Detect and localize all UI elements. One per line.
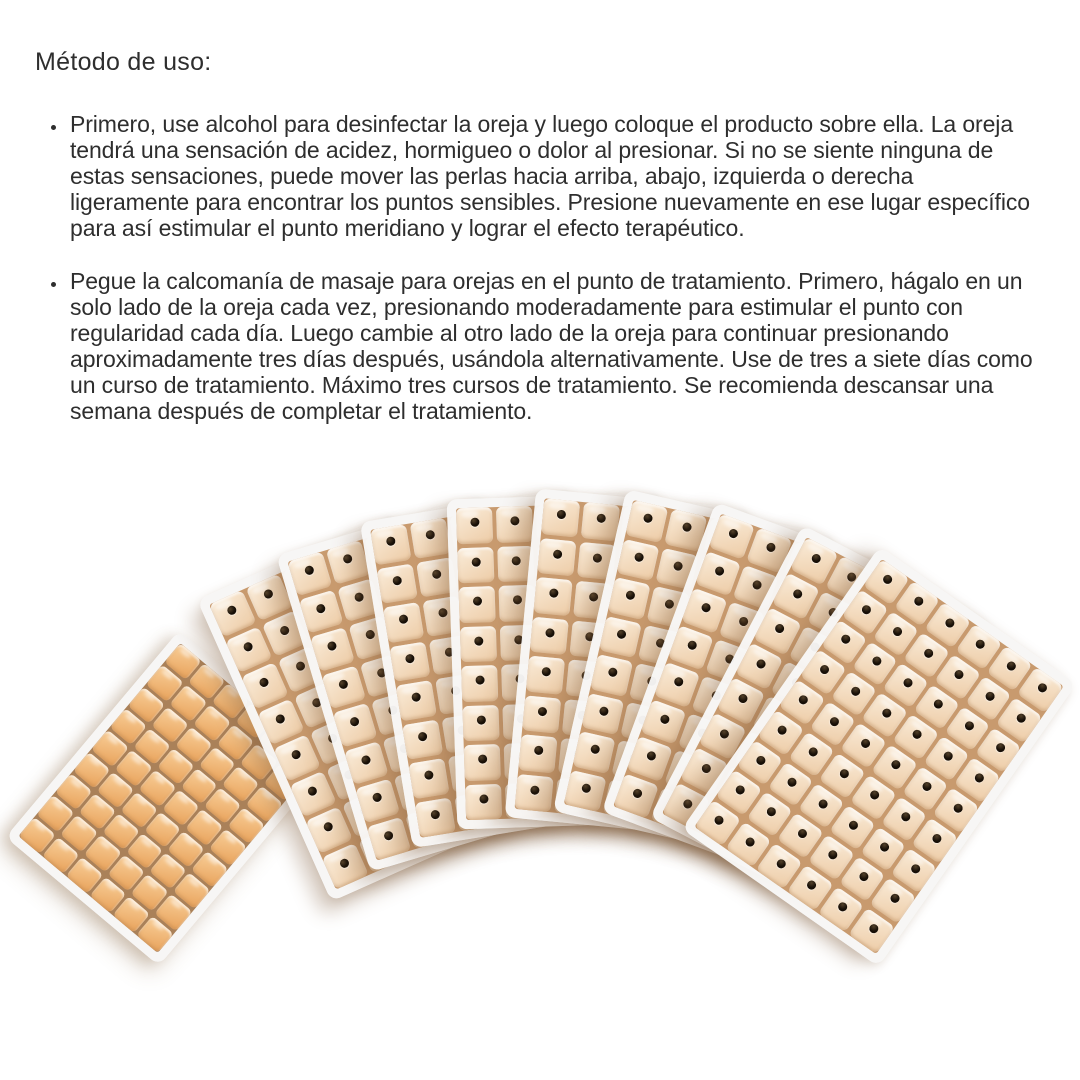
vaccaria-seed-dot: [596, 514, 606, 524]
patch-gloss-highlight: [219, 791, 232, 803]
vaccaria-seed-dot: [337, 679, 348, 690]
patch-gloss-highlight: [636, 504, 654, 515]
vaccaria-seed-dot: [533, 746, 543, 756]
patch-gloss-highlight: [574, 773, 592, 784]
vaccaria-seed-dot: [545, 628, 555, 638]
product-photo: [0, 460, 1080, 1080]
patch-gloss-highlight: [206, 854, 219, 866]
patch-gloss-highlight: [470, 787, 487, 795]
patch-gloss-highlight: [545, 541, 562, 550]
patch-gloss-highlight: [640, 740, 658, 752]
patch-gloss-highlight: [99, 838, 112, 850]
vaccaria-seed-dot: [431, 569, 441, 579]
vaccaria-seed-dot: [672, 561, 683, 572]
vaccaria-seed-dot: [475, 676, 484, 685]
vaccaria-seed-dot: [633, 552, 644, 563]
vaccaria-seed-dot: [348, 716, 359, 727]
ear-seed-patch: [370, 524, 411, 565]
patch-gloss-highlight: [675, 513, 693, 524]
patch-gloss-highlight: [161, 669, 174, 681]
patch-gloss-highlight: [695, 591, 713, 603]
patch-gloss-highlight: [106, 734, 119, 746]
patch-gloss-highlight: [530, 698, 547, 707]
vaccaria-seed-dot: [589, 593, 599, 603]
ear-seed-patch: [541, 499, 580, 538]
ear-seed-patch: [564, 770, 607, 813]
vaccaria-seed-dot: [326, 641, 337, 652]
vaccaria-seed-dot: [478, 755, 487, 764]
ear-seed-patch: [383, 602, 424, 643]
vaccaria-seed-dot: [737, 615, 749, 627]
ear-seed-patch: [681, 587, 727, 633]
ear-seed-patch: [668, 624, 714, 670]
vaccaria-seed-dot: [552, 550, 562, 560]
ear-seed-patch: [522, 695, 561, 734]
patch-gloss-highlight: [148, 732, 161, 744]
vaccaria-seed-dot: [556, 510, 566, 520]
vaccaria-seed-dot: [589, 744, 600, 755]
patch-gloss-highlight: [461, 510, 478, 518]
patch-gloss-highlight: [88, 755, 101, 767]
vaccaria-seed-dot: [581, 783, 592, 794]
vaccaria-seed-dot: [718, 728, 730, 740]
patch-gloss-highlight: [202, 667, 215, 679]
ear-seed-patch: [599, 616, 642, 659]
patch-gloss-highlight: [201, 813, 214, 825]
patch-gloss-highlight: [195, 771, 208, 783]
patch-gloss-highlight: [503, 549, 520, 557]
usage-list: [35, 111, 1035, 424]
patch-gloss-highlight: [130, 753, 143, 765]
ear-seed-patch: [287, 551, 332, 595]
patch-gloss-highlight: [242, 811, 255, 823]
vaccaria-seed-dot: [360, 754, 371, 765]
patch-gloss-highlight: [502, 509, 519, 517]
patch-gloss-highlight: [169, 898, 182, 910]
vaccaria-seed-dot: [592, 553, 602, 563]
vaccaria-seed-dot: [398, 614, 408, 624]
vaccaria-seed-dot: [537, 707, 547, 717]
patch-gloss-highlight: [122, 858, 135, 870]
ear-seed-patch: [627, 735, 673, 781]
ear-seed-patch: [515, 774, 554, 813]
vaccaria-seed-dot: [549, 589, 559, 599]
patch-gloss-highlight: [135, 795, 148, 807]
patch-gloss-highlight: [128, 900, 141, 912]
vaccaria-seed-dot: [371, 792, 382, 803]
ear-seed-patch: [463, 705, 500, 742]
vaccaria-seed-dot: [391, 575, 401, 585]
patch-gloss-highlight: [666, 551, 684, 562]
ear-seed-patch: [299, 589, 344, 633]
usage-bullet: • Primero, use alcohol para desinfectar la oreja y luego coloque el producto sobre ella. La oreja tendrá una sensación de acidez, hormigueo o dolor al presionar. Si no se siente ninguna de estas sensaciones, puede mover las perlas hacia arriba, abajo, izquierda o derecha ligeramente para encontrar los puntos sensibles. Presione nuevamente en ese lugar específico para así estimular el punto meridiano y lograr el efecto terapéutico.: [68, 111, 1035, 241]
patch-gloss-highlight: [124, 712, 137, 724]
patch-gloss-highlight: [585, 545, 602, 554]
vaccaria-seed-dot: [473, 597, 482, 606]
ear-seed-patch: [414, 797, 455, 838]
vaccaria-seed-dot: [616, 629, 627, 640]
vaccaria-seed-dot: [470, 518, 479, 527]
patch-gloss-highlight: [463, 550, 480, 558]
patch-gloss-highlight: [668, 665, 686, 677]
patch-gloss-highlight: [104, 880, 117, 892]
patch-gloss-highlight: [467, 668, 484, 676]
ear-seed-patch: [457, 547, 494, 584]
patch-gloss-highlight: [51, 799, 64, 811]
vaccaria-seed-dot: [429, 809, 439, 819]
patch-gloss-highlight: [179, 647, 192, 659]
vaccaria-seed-dot: [541, 667, 551, 677]
patch-gloss-highlight: [190, 730, 203, 742]
patch-gloss-highlight: [224, 833, 237, 845]
patch-gloss-highlight: [182, 835, 195, 847]
patch-gloss-highlight: [151, 920, 164, 932]
patch-gloss-highlight: [526, 738, 543, 747]
vaccaria-seed-dot: [404, 653, 414, 663]
patch-gloss-highlight: [261, 789, 274, 801]
vaccaria-seed-dot: [645, 750, 657, 762]
ear-seed-patch: [408, 758, 449, 799]
patch-gloss-highlight: [581, 584, 598, 593]
patch-gloss-highlight: [541, 580, 558, 589]
patch-gloss-highlight: [171, 752, 184, 764]
patch-gloss-highlight: [146, 878, 159, 890]
vaccaria-seed-dot: [477, 715, 486, 724]
patch-gloss-highlight: [549, 502, 566, 511]
vaccaria-seed-dot: [598, 706, 609, 717]
ear-seed-patch: [465, 784, 502, 821]
patch-gloss-highlight: [75, 819, 88, 831]
usage-bullet: • Pegue la calcomanía de masaje para orejas en el punto de tratamiento. Primero, hágalo en un solo lado de la oreja cada vez, presionando moderadamente para estimular el punto con regularidad cada día. Luego cambie al otro lado de la oreja para continuar presionando aproximadamente tres días después, usándola alternativamente. Use de tres a siete días como un curso de tratamiento. Máximo tres cursos de tratamiento. Se recomienda descansar una semana después de completar el tratamiento.: [68, 268, 1035, 424]
patch-gloss-highlight: [70, 777, 83, 789]
vaccaria-seed-dot: [791, 588, 803, 600]
patch-gloss-highlight: [654, 702, 672, 714]
ear-seed-patch: [526, 656, 565, 695]
vaccaria-seed-dot: [625, 590, 636, 601]
vaccaria-seed-dot: [664, 599, 675, 610]
ear-seed-patch: [395, 680, 436, 721]
vaccaria-seed-dot: [727, 527, 739, 539]
vaccaria-seed-dot: [686, 639, 698, 651]
vaccaria-seed-dot: [382, 830, 393, 841]
patch-gloss-highlight: [681, 628, 699, 640]
vaccaria-seed-dot: [607, 667, 618, 678]
patch-gloss-highlight: [709, 554, 727, 566]
patch-gloss-highlight: [627, 777, 645, 789]
patch-gloss-highlight: [159, 815, 172, 827]
patch-gloss-highlight: [746, 568, 764, 580]
patch-gloss-highlight: [583, 735, 601, 746]
ear-seed-patch: [461, 665, 498, 702]
usage-heading: Método de uso:: [35, 48, 212, 76]
patch-gloss-highlight: [177, 793, 190, 805]
vaccaria-seed-dot: [479, 794, 488, 803]
patch-gloss-highlight: [117, 817, 130, 829]
vaccaria-seed-dot: [512, 556, 521, 565]
patch-gloss-highlight: [33, 820, 46, 832]
vaccaria-seed-dot: [417, 731, 427, 741]
ear-seed-patch: [518, 735, 557, 774]
vaccaria-seed-dot: [642, 513, 653, 524]
ear-seed-patch: [355, 778, 400, 822]
ear-seed-patch: [344, 741, 389, 785]
ear-seed-patch: [616, 539, 659, 582]
patch-gloss-highlight: [153, 773, 166, 785]
patch-gloss-highlight: [658, 590, 676, 601]
ear-seed-patch: [496, 506, 533, 543]
patch-gloss-highlight: [237, 770, 250, 782]
patch-gloss-highlight: [592, 696, 610, 707]
vaccaria-seed-dot: [437, 608, 447, 618]
patch-gloss-highlight: [610, 619, 628, 630]
vaccaria-seed-dot: [474, 637, 483, 646]
patch-gloss-highlight: [589, 506, 606, 515]
ear-seed-patch: [590, 654, 633, 697]
ear-seed-patch: [376, 563, 417, 604]
ear-seed-patch: [464, 744, 501, 781]
vaccaria-seed-dot: [700, 602, 712, 614]
ear-seed-patch: [581, 693, 624, 736]
patch-gloss-highlight: [208, 708, 221, 720]
patch-gloss-highlight: [649, 628, 667, 639]
ear-seed-patch: [695, 550, 741, 596]
patch-gloss-highlight: [80, 860, 93, 872]
vaccaria-seed-dot: [659, 713, 671, 725]
patch-gloss-highlight: [232, 728, 245, 740]
patch-gloss-highlight: [142, 690, 155, 702]
patch-gloss-highlight: [627, 542, 645, 553]
patch-gloss-highlight: [166, 710, 179, 722]
ear-seed-patch: [537, 538, 576, 577]
vaccaria-seed-dot: [410, 692, 420, 702]
patch-gloss-highlight: [164, 856, 177, 868]
vaccaria-seed-dot: [681, 798, 693, 810]
ear-seed-patch: [533, 577, 572, 616]
ear-seed-patch: [530, 617, 569, 656]
vaccaria-seed-dot: [423, 770, 433, 780]
patch-gloss-highlight: [504, 588, 521, 596]
vaccaria-seed-dot: [471, 558, 480, 567]
ear-seed-patch: [310, 627, 355, 671]
ear-seed-patch: [640, 698, 686, 744]
vaccaria-seed-dot: [530, 785, 540, 795]
vaccaria-seed-dot: [672, 676, 684, 688]
vaccaria-seed-dot: [713, 564, 725, 576]
usage-instructions: [35, 48, 1035, 451]
patch-gloss-highlight: [469, 747, 486, 755]
vaccaria-seed-dot: [425, 530, 435, 540]
patch-gloss-highlight: [111, 775, 124, 787]
patch-gloss-highlight: [140, 837, 153, 849]
patch-gloss-highlight: [468, 708, 485, 716]
patch-gloss-highlight: [577, 623, 594, 632]
patch-gloss-highlight: [618, 581, 636, 592]
patch-gloss-highlight: [533, 659, 550, 668]
patch-gloss-highlight: [464, 589, 481, 597]
vaccaria-seed-dot: [342, 554, 353, 565]
patch-gloss-highlight: [465, 629, 482, 637]
vaccaria-seed-dot: [755, 658, 767, 670]
ear-seed-patch: [460, 626, 497, 663]
vaccaria-seed-dot: [513, 596, 522, 605]
vaccaria-seed-dot: [510, 517, 519, 526]
patch-gloss-highlight: [722, 517, 740, 529]
patch-gloss-highlight: [601, 658, 619, 669]
patch-gloss-highlight: [57, 840, 70, 852]
patch-gloss-highlight: [213, 750, 226, 762]
ear-seed-patch: [456, 507, 493, 544]
vaccaria-seed-dot: [631, 787, 643, 799]
ear-seed-patch: [366, 816, 411, 860]
patch-gloss-highlight: [522, 777, 539, 786]
ear-seed-patch: [332, 703, 377, 747]
ear-seed-patch: [625, 500, 668, 543]
vaccaria-seed-dot: [385, 536, 395, 546]
ear-seed-patch: [654, 661, 700, 707]
vaccaria-seed-dot: [751, 578, 763, 590]
ear-seed-patch: [459, 586, 496, 623]
ear-seed-patch: [389, 641, 430, 682]
patch-gloss-highlight: [537, 620, 554, 629]
ear-seed-patch: [581, 503, 620, 542]
ear-seed-patch: [402, 719, 443, 760]
vaccaria-seed-dot: [364, 629, 375, 640]
patch-gloss-highlight: [188, 876, 201, 888]
vaccaria-seed-dot: [303, 565, 314, 576]
patch-gloss-highlight: [184, 688, 197, 700]
patch-gloss-highlight: [733, 605, 751, 617]
ear-seed-patch: [608, 577, 651, 620]
patch-gloss-highlight: [760, 531, 778, 543]
patch-gloss-highlight: [505, 627, 522, 635]
patch-gloss-highlight: [93, 797, 106, 809]
vaccaria-seed-dot: [314, 603, 325, 614]
ear-seed-patch: [709, 513, 755, 559]
vaccaria-seed-dot: [353, 591, 364, 602]
vaccaria-seed-dot: [681, 522, 692, 533]
ear-seed-patch: [572, 731, 615, 774]
vaccaria-seed-dot: [765, 541, 777, 553]
ear-seed-patch: [321, 665, 366, 709]
ear-seed-patch: [410, 517, 451, 558]
